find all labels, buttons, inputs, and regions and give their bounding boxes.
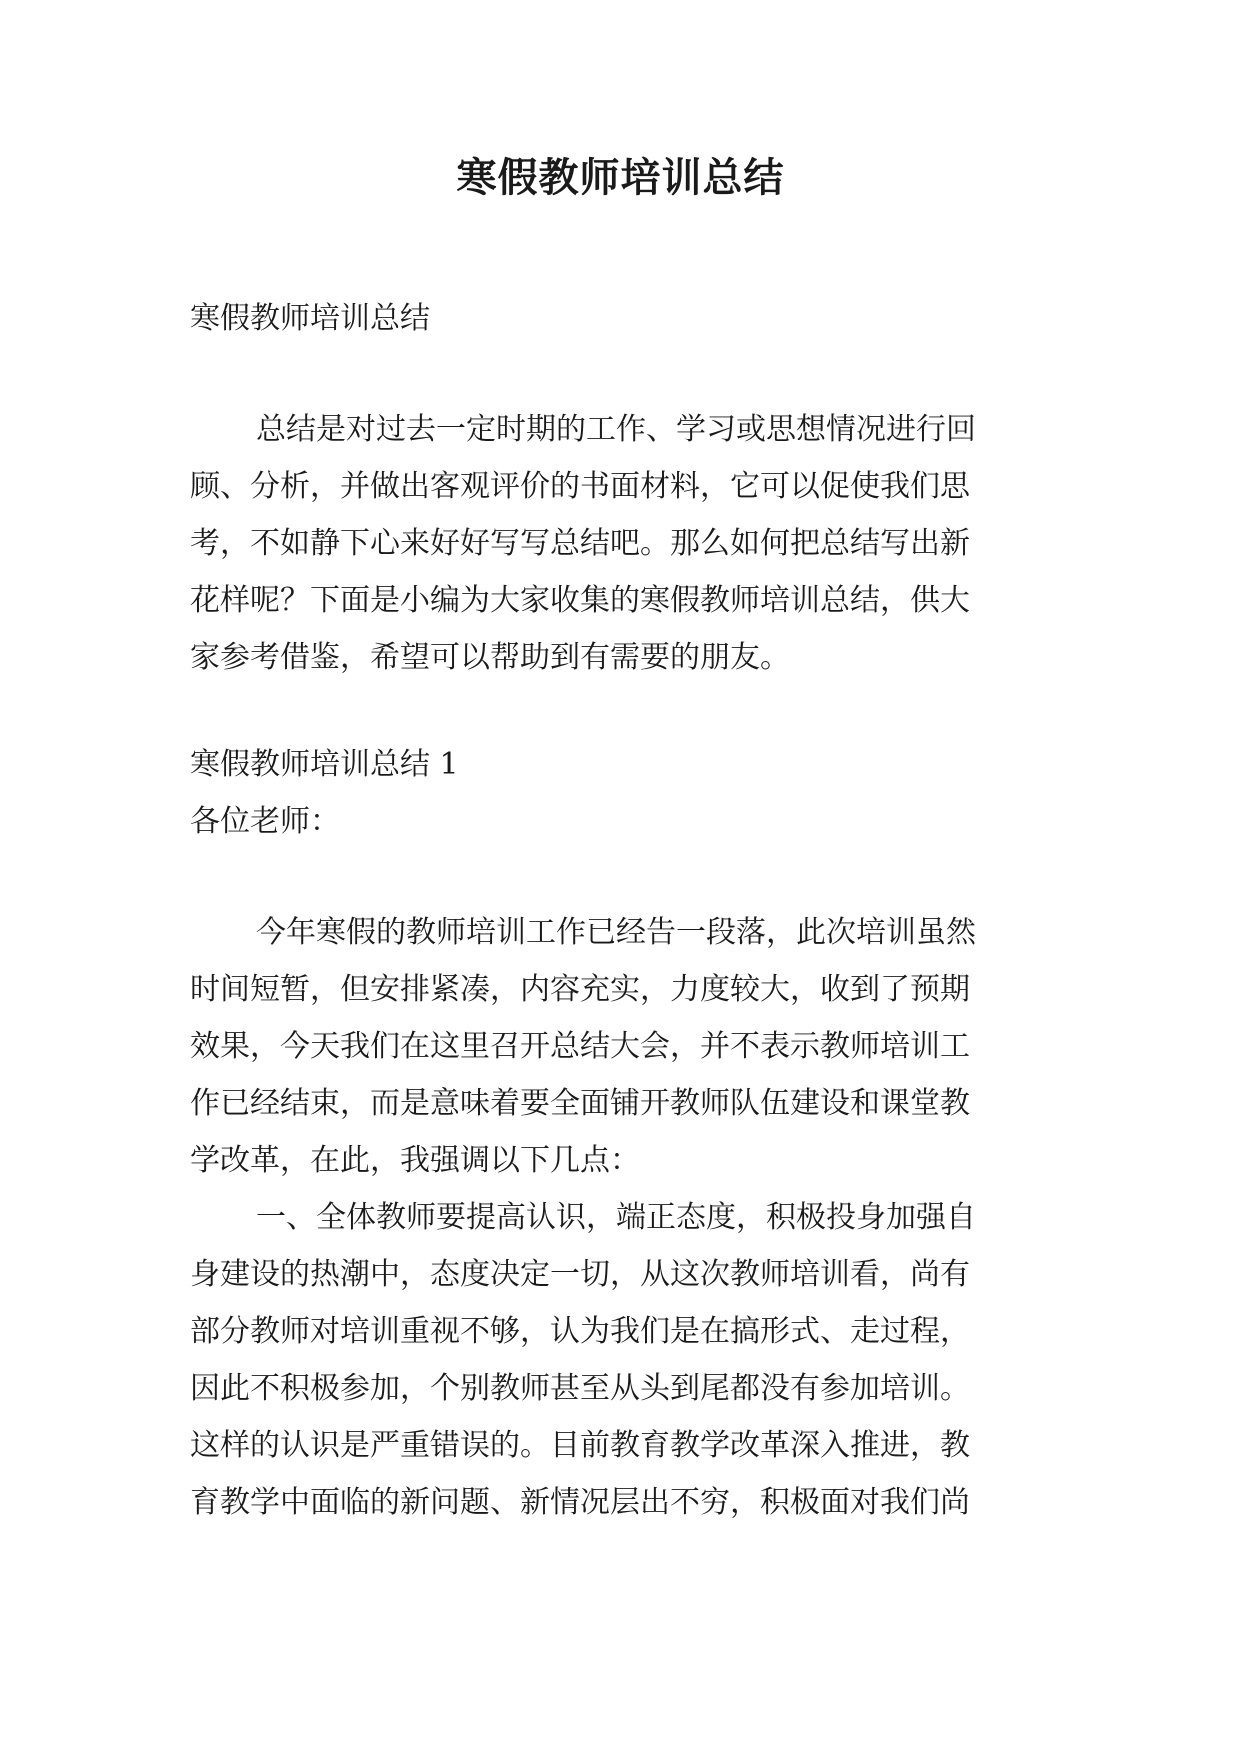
body-paragraph-1 <box>190 904 1055 1189</box>
paragraph-line: 顾、分析，并做出客观评价的书面材料，它可以促使我们思 <box>190 469 970 504</box>
paragraph-line: 家参考借鉴，希望可以帮助到有需要的朋友。 <box>190 640 790 675</box>
paragraph-line: 效果，今天我们在这里召开总结大会，并不表示教师培训工 <box>190 1029 970 1064</box>
document-body <box>190 290 1055 1531</box>
paragraph-line: 今年寒假的教师培训工作已经告一段落，此次培训虽然 <box>256 915 976 950</box>
salutation: 各位老师： <box>190 804 340 839</box>
paragraph-line: 身建设的热潮中，态度决定一切，从这次教师培训看，尚有 <box>190 1257 970 1292</box>
paragraph-line: 时间短暂，但安排紧凑，内容充实，力度较大，收到了预期 <box>190 972 970 1007</box>
document-title: 寒假教师培训总结 <box>456 154 785 201</box>
paragraph-line: 育教学中面临的新问题、新情况层出不穷，积极面对我们尚 <box>190 1485 970 1520</box>
paragraph-line: 这样的认识是严重错误的。目前教育教学改革深入推进，教 <box>190 1428 970 1463</box>
section-heading: 寒假教师培训总结 1 <box>190 747 459 782</box>
paragraph-line: 因此不积极参加，个别教师甚至从头到尾都没有参加培训。 <box>190 1371 970 1406</box>
paragraph-line: 学改革，在此，我强调以下几点： <box>190 1143 640 1178</box>
paragraph-line: 总结是对过去一定时期的工作、学习或思想情况进行回 <box>256 412 976 447</box>
paragraph-line: 花样呢？下面是小编为大家收集的寒假教师培训总结，供大 <box>190 583 970 618</box>
spacer <box>190 686 1055 736</box>
spacer <box>190 347 1055 401</box>
paragraph-line: 考，不如静下心来好好写写总结吧。那么如何把总结写出新 <box>190 526 970 561</box>
paragraph-line: 作已经结束，而是意味着要全面铺开教师队伍建设和课堂教 <box>190 1086 970 1121</box>
body-paragraph-2 <box>190 1189 1055 1531</box>
spacer <box>190 850 1055 904</box>
paragraph-line: 部分教师对培训重视不够，认为我们是在搞形式、走过程， <box>190 1314 970 1349</box>
document-subtitle: 寒假教师培训总结 <box>190 301 430 336</box>
intro-paragraph <box>190 401 1055 686</box>
paragraph-line: 一、全体教师要提高认识，端正态度，积极投身加强自 <box>256 1200 976 1235</box>
